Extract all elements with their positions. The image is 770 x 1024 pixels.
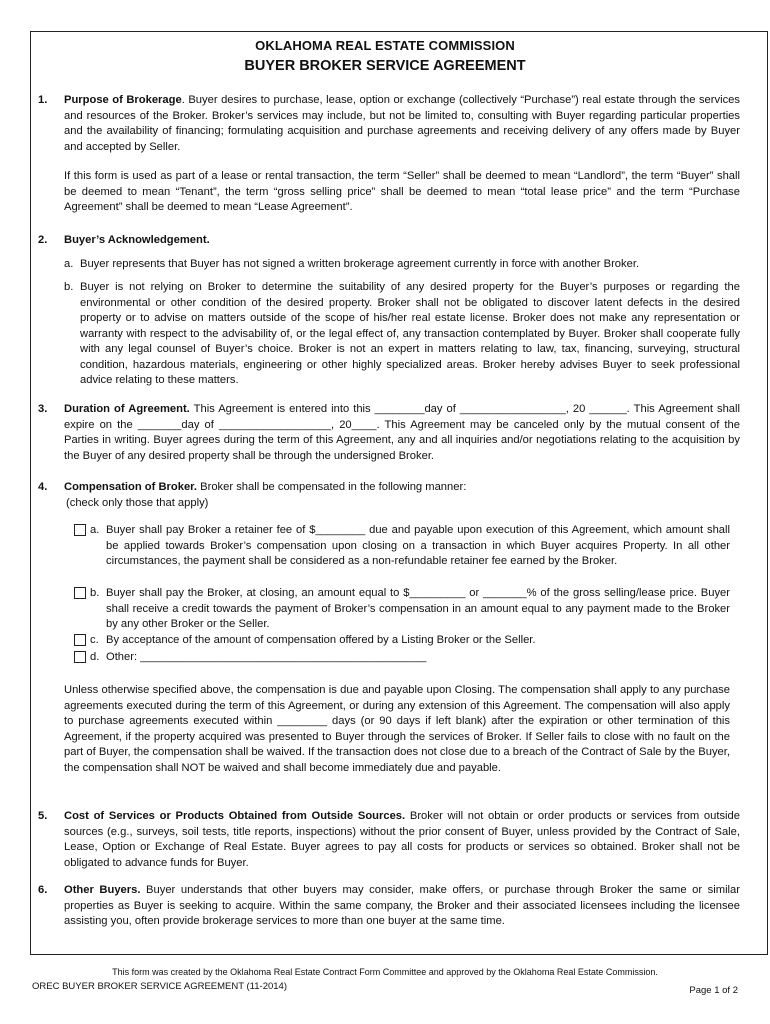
option-text: By acceptance of the amount of compensation offered by a Listing Broker or the Seller.: [106, 634, 536, 646]
option-letter: a.: [90, 524, 100, 536]
section-text: Broker shall be compensated in the following manner:: [197, 481, 467, 493]
section-text: . Buyer desires to purchase, lease, option or exchange (collectively “Purchase”) real estate through the services and resources of the Broker. Broker’s services may include, but not be limited to, consulting with Buyer regarding particular properties and the availability of financing; formulating acquisition and purchase agreements and receiving delivery of any offers made by Buyer and accepted by Seller.: [64, 94, 740, 153]
compensation-paragraph: Unless otherwise specified above, the compensation is due and payable upon Closing. The compensation shall apply to any purchase agreements executed during the term of this Agreement, or during any extension of this Agreement. The compensation will also apply to purchase agreements executed within ________ days (or 90 days if left blank) after the expiration or other termination of this Agreement, if the property acquired was presented to Buyer through the services of Broker. If Seller fails to close with no fault on the part of Buyer, the compensation shall be waived. If the transaction does not close due to a breach of the Contract of Sale by the Buyer, the compensation shall NOT be waived and shall become immediately due and payable.: [64, 684, 730, 774]
section-heading: Cost of Services or Products Obtained from Outside Sources.: [64, 810, 406, 822]
section-number: 2.: [38, 234, 48, 246]
section-outside-costs: [38, 809, 740, 871]
section-text: Broker will not obtain or order products or services from outside sources (e.g., surveys, soil tests, title reports, inspections) without the prior consent of Buyer, unless provided by the Contract of Sale, Lease, Option or Exchange of Real Estate. Buyer agrees to pay all costs for products or services so obtained. Broker shall not be obligated to advance funds for Buyer.: [64, 810, 740, 869]
section-text: Buyer understands that other buyers may consider, make offers, or purchase through Broker the same or similar properties as Buyer is seeking to acquire. Within the same company, the Broker and their associated licensees including the licensee assisting you, often provide brokerage services to more than one buyer at the same time.: [64, 884, 740, 927]
subclause-letter: a.: [64, 257, 74, 270]
subclause-a: [64, 257, 740, 273]
option-text: Other: ______________________________________________: [106, 651, 427, 663]
section-number: 3.: [38, 403, 48, 415]
section-heading: Other Buyers.: [64, 884, 141, 896]
option-letter: b.: [90, 587, 100, 599]
agreement-title: BUYER BROKER SERVICE AGREEMENT: [244, 58, 526, 74]
section-purpose: [38, 93, 740, 216]
section-paragraph: If this form is used as part of a lease or rental transaction, the term “Seller” shall be deemed to mean “Landlord”, the term “Buyer” shall be deemed to mean “Tenant”, the term “gross selling price” shall be deemed to mean “total lease price” and the term “Purchase Agreement” shall be deemed to mean “Lease Agreement”.: [64, 170, 740, 213]
subclause-letter: b.: [64, 281, 74, 293]
option-d: [74, 650, 730, 666]
option-c: [74, 633, 730, 649]
section-heading: Duration of Agreement.: [64, 403, 190, 415]
section-duration: [38, 402, 740, 464]
section-heading: Buyer’s Acknowledgement.: [64, 234, 210, 246]
option-text: Buyer shall pay Broker a retainer fee of $________ due and payable upon execution of this Agreement, which amount shall be applied towards Broker’s compensation upon closing on a transaction in which Buyer acquires Property. In all other circumstances, the payment shall be considered as a non-refundable retainer fee earned by the Broker.: [106, 524, 730, 567]
option-b-checkbox[interactable]: [74, 587, 86, 599]
section-number: 1.: [38, 94, 48, 106]
option-letter: c.: [90, 634, 99, 646]
section-heading: Purpose of Brokerage: [64, 94, 182, 106]
option-d-checkbox[interactable]: [74, 651, 86, 663]
section-other-buyers: [38, 883, 740, 930]
section-compensation: [38, 480, 740, 511]
section-text: This Agreement is entered into this ________day of _________________, 20 ______. This Agreement shall expire on the _______day of __________________, 20____. This Agreement may be canceled only by the mutual consent of the Parties in writing. Buyer agrees during the term of this Agreement, any and all inquiries and/or negotiations relating to the acquisition by the Buyer of any desired property shall be through the undersigned Broker.: [64, 403, 740, 462]
section-acknowledgement: [38, 233, 740, 389]
commission-title: OKLAHOMA REAL ESTATE COMMISSION: [255, 38, 515, 53]
subclause-text: Buyer represents that Buyer has not signed a written brokerage agreement currently in force with another Broker.: [80, 257, 640, 270]
option-text: Buyer shall pay the Broker, at closing, an amount equal to $_________ or _______% of the gross selling/lease price. Buyer shall receive a credit towards the payment of Broker’s compensation in an amount equal to any payment made to the Broker by any other Broker or the Seller.: [106, 587, 730, 630]
option-c-checkbox[interactable]: [74, 634, 86, 646]
form-id: OREC BUYER BROKER SERVICE AGREEMENT (11-2014): [32, 981, 287, 992]
section-number: 6.: [38, 884, 48, 896]
option-a: [74, 523, 730, 570]
section-number: 4.: [38, 481, 48, 493]
subclause-b: [64, 280, 740, 389]
page-number: Page 1 of 2: [689, 985, 738, 996]
option-b: [74, 586, 730, 633]
subclause-text: Buyer is not relying on Broker to determine the suitability of any desired property for the Buyer’s purposes or regarding the environmental or other condition of the desired property. Broker shall not be obligated to discover latent defects in the desired property or to advise on matters outside of the scope of his/her real estate license. Broker does not make any representation or warranty with respect to the advisability of, or the legal effect of, any transaction contemplated by Buyer. Broker shall cooperate fully with any legal counsel of Buyer’s choice. Broker is not an expert in matters relating to law, tax, financing, surveying, structural condition, hazardous materials, engineering or other highly specialized areas. Broker hereby advises Buyer to seek professional advice relating to these matters.: [80, 281, 740, 386]
section-heading: Compensation of Broker.: [64, 481, 198, 493]
check-note: (check only those that apply): [66, 496, 209, 509]
footer-approval-note: This form was created by the Oklahoma Real Estate Contract Form Committee and approved by the Oklahoma Real Estate Commission.: [112, 967, 658, 977]
section-number: 5.: [38, 810, 48, 822]
option-a-checkbox[interactable]: [74, 524, 86, 536]
option-letter: d.: [90, 651, 100, 663]
